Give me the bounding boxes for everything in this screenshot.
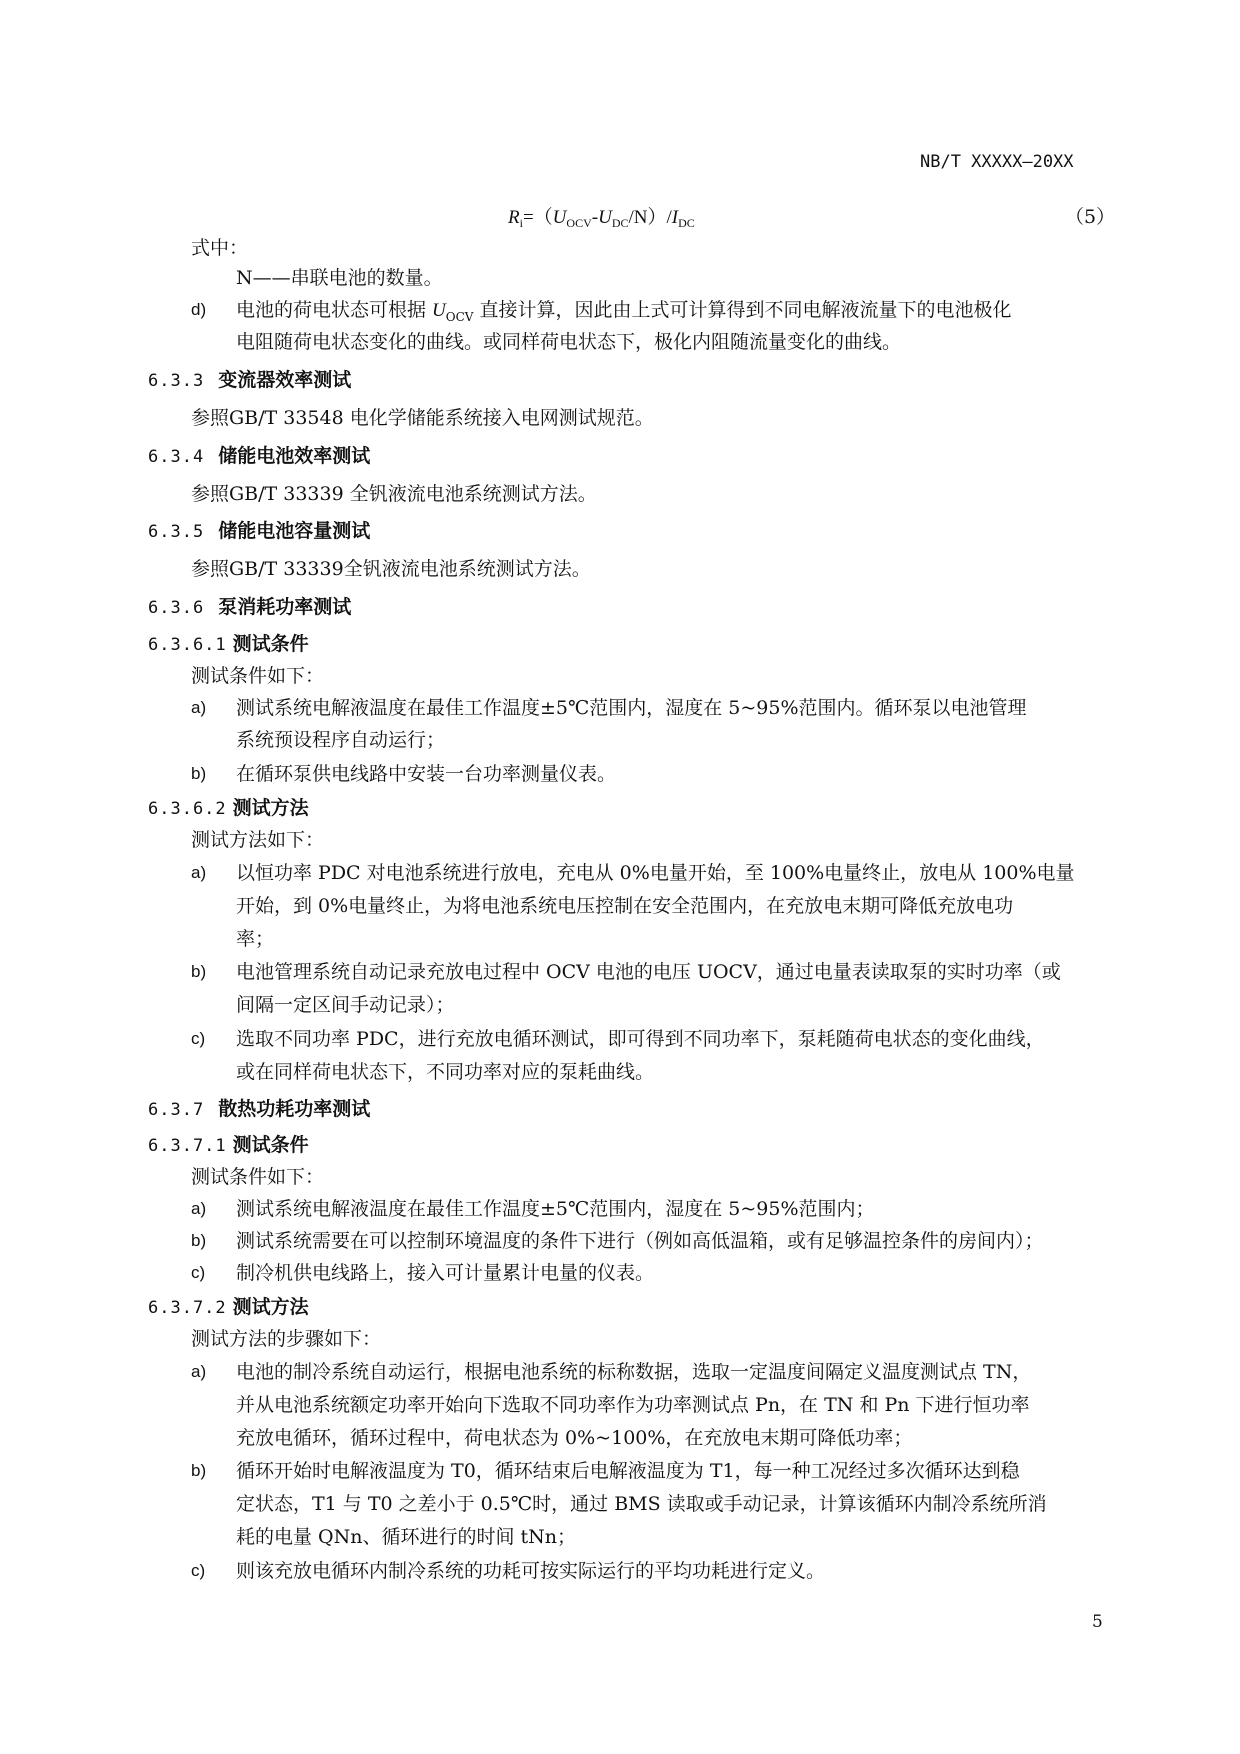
- s6371-item-b-marker: b): [191, 1231, 207, 1250]
- s6372-item-b-line-1: 循环开始时电解液温度为 T0，循环结束后电解液温度为 T1，每一种工况经过多次循环达到稳: [236, 1460, 1020, 1482]
- s6362-item-a-marker: a): [191, 863, 207, 882]
- item-d-line-2: 电阻随荷电状态变化的曲线。或同样荷电状态下，极化内阻随流量变化的曲线。: [236, 331, 902, 353]
- s6361-item-a-marker: a): [191, 698, 207, 717]
- s6372-item-a-line-1: 电池的制冷系统自动运行，根据电池系统的标称数据，选取一定温度间隔定义温度测试点 TN，: [236, 1361, 1032, 1383]
- s6371-item-c-marker: c): [191, 1263, 206, 1282]
- section-heading-6-3-5: 6.3.5 储能电池容量测试: [148, 520, 371, 542]
- where-label: 式中：: [191, 237, 249, 259]
- s6362-item-b-line-2: 间隔一定区间手动记录）；: [236, 994, 455, 1016]
- section-6-3-6-1-intro: 测试条件如下：: [191, 665, 325, 687]
- s6362-item-c-marker: c): [191, 1029, 206, 1048]
- page-number: 5: [1092, 1612, 1103, 1632]
- s6372-item-c-marker: c): [191, 1561, 206, 1580]
- section-heading-6-3-6: 6.3.6 泵消耗功率测试: [148, 596, 352, 618]
- s6361-item-b-marker: b): [191, 764, 207, 783]
- section-heading-6-3-6-1: 6.3.6.1 测试条件: [148, 633, 309, 655]
- s6362-item-a-line-2: 开始，到 0%电量终止，为将电池系统电压控制在安全范围内，在充放电末期可降低充放电功: [236, 895, 1014, 917]
- s6362-item-a-line-1: 以恒功率 PDC 对电池系统进行放电，充电从 0%电量开始，至 100%电量终止，放电从 100%电量: [236, 862, 1075, 884]
- s6362-item-a-line-3: 率；: [236, 928, 275, 950]
- section-6-3-7-2-intro: 测试方法的步骤如下：: [191, 1328, 382, 1350]
- document-code-header: NB/T XXXXX—20XX: [920, 152, 1074, 172]
- section-heading-6-3-6-2: 6.3.6.2 测试方法: [148, 797, 309, 819]
- s6361-item-b-line-1: 在循环泵供电线路中安装一台功率测量仪表。: [236, 763, 617, 785]
- formula-5: $R_i=(U_{OCV}-U_{DC}/N)/I_{DC}$: [508, 207, 695, 230]
- s6372-item-a-line-3: 充放电循环，循环过程中，荷电状态为 0%~100%，在充放电末期可降低功率；: [236, 1427, 913, 1449]
- section-6-3-4-body: 参照GB/T 33339 全钒液流电池系统测试方法。: [191, 483, 597, 505]
- section-6-3-6-2-intro: 测试方法如下：: [191, 829, 325, 851]
- item-d-marker: d): [191, 300, 207, 319]
- item-d-line-1: 电池的荷电状态可根据 $U_{OCV}$ 直接计算，因此由上式可计算得到不同电解液流量下的电池极化: [236, 299, 1012, 324]
- s6372-item-b-line-2: 定状态，T1 与 T0 之差小于 0.5℃时，通过 BMS 读取或手动记录，计算该循环内制冷系统所消: [236, 1493, 1047, 1515]
- s6362-item-c-line-2: 或在同样荷电状态下，不同功率对应的泵耗曲线。: [236, 1061, 655, 1083]
- s6371-item-b-line-1: 测试系统需要在可以控制环境温度的条件下进行（例如高低温箱，或有足够温控条件的房间内）；: [236, 1230, 1044, 1252]
- s6362-item-c-line-1: 选取不同功率 PDC，进行充放电循环测试，即可得到不同功率下，泵耗随荷电状态的变化曲线，: [236, 1028, 1045, 1050]
- s6372-item-a-marker: a): [191, 1362, 207, 1381]
- s6371-item-a-line-1: 测试系统电解液温度在最佳工作温度±5℃范围内，湿度在 5~95%范围内；: [236, 1198, 875, 1220]
- s6372-item-b-line-3: 耗的电量 QNn、循环进行的时间 tNn；: [236, 1526, 577, 1548]
- section-6-3-3-body: 参照GB/T 33548 电化学储能系统接入电网测试规范。: [191, 407, 654, 429]
- section-heading-6-3-7-1: 6.3.7.1 测试条件: [148, 1134, 309, 1156]
- s6372-item-b-marker: b): [191, 1461, 207, 1480]
- s6371-item-a-marker: a): [191, 1199, 207, 1218]
- section-heading-6-3-7: 6.3.7 散热功耗功率测试: [148, 1098, 371, 1120]
- equation-number: （5）: [1065, 206, 1116, 228]
- s6362-item-b-line-1: 电池管理系统自动记录充放电过程中 OCV 电池的电压 UOCV，通过电量表读取泵的实时功率（或: [236, 961, 1061, 983]
- s6372-item-c-line-1: 则该充放电循环内制冷系统的功耗可按实际运行的平均功耗进行定义。: [236, 1560, 826, 1582]
- s6372-item-a-line-2: 并从电池系统额定功率开始向下选取不同功率作为功率测试点 Pn，在 TN 和 Pn 下进行恒功率: [236, 1394, 1030, 1416]
- s6371-item-c-line-1: 制冷机供电线路上，接入可计量累计电量的仪表。: [236, 1262, 655, 1284]
- s6361-item-a-line-1: 测试系统电解液温度在最佳工作温度±5℃范围内，湿度在 5~95%范围内。循环泵以电池管理: [236, 697, 1027, 719]
- section-6-3-7-1-intro: 测试条件如下：: [191, 1166, 325, 1188]
- section-6-3-5-body: 参照GB/T 33339全钒液流电池系统测试方法。: [191, 558, 591, 580]
- section-heading-6-3-7-2: 6.3.7.2 测试方法: [148, 1296, 309, 1318]
- section-heading-6-3-4: 6.3.4 储能电池效率测试: [148, 445, 371, 467]
- where-definition-n: N——串联电池的数量。: [236, 267, 443, 289]
- section-heading-6-3-3: 6.3.3 变流器效率测试: [148, 369, 352, 391]
- s6361-item-a-line-2: 系统预设程序自动运行；: [236, 729, 446, 751]
- s6362-item-b-marker: b): [191, 962, 207, 981]
